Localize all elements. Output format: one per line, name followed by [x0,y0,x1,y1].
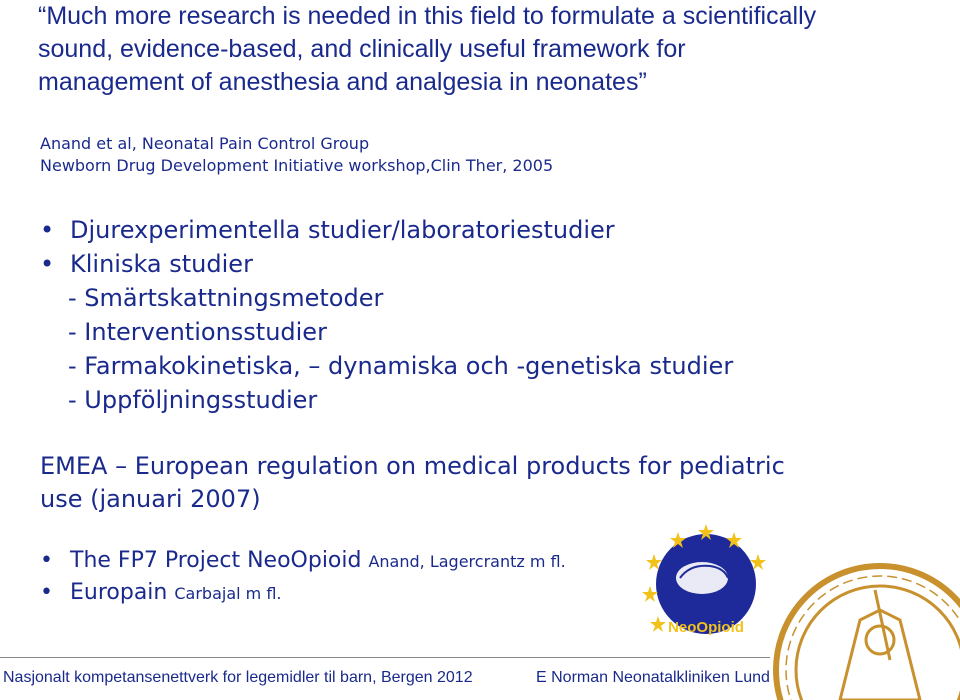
neoopioid-logo [640,524,772,642]
footer-divider [0,657,770,658]
sub-item: - Uppföljningsstudier [68,386,318,414]
project-bullets [40,545,566,609]
project-authors: Anand, Lagercrantz m fl. [368,552,566,571]
bullet-item: • Djurexperimentella studier/laboratoriestudier [40,213,615,247]
research-bullets [40,213,615,281]
footer-right-text: E Norman Neonatalkliniken Lund [536,669,770,686]
project-item [40,545,566,577]
project-item [40,577,566,609]
project-authors: Carbajal m fl. [174,584,282,603]
emea-text: EMEA – European regulation on medical products for pediatric use (januari 2007) [40,452,785,513]
logo-text: NeoOpioid [668,619,744,636]
university-seal [770,550,960,700]
sub-item: - Farmakokinetiska, – dynamiska och -genetiska studier [68,352,734,380]
sub-item: - Interventionsstudier [68,318,327,346]
project-name: The FP7 Project NeoOpioid [70,548,362,573]
footer-left-text: Nasjonalt kompetansenettverk for legemidler til barn, Bergen 2012 [3,669,473,686]
quote-text: “Much more research is needed in this field to formulate a scientifically sound, evidence-based, and clinically useful framework for management of anesthesia and analgesia in neonates” [38,2,817,96]
clinical-sub-items [68,281,733,417]
project-name: Europain [70,580,168,605]
citation-line-2: Newborn Drug Development Initiative workshop,Clin Ther, 2005 [40,156,554,175]
bullet-item: • Kliniska studier [40,247,615,281]
sub-item: - Smärtskattningsmetoder [68,284,384,312]
citation-line-1: Anand et al, Neonatal Pain Control Group [40,134,370,153]
